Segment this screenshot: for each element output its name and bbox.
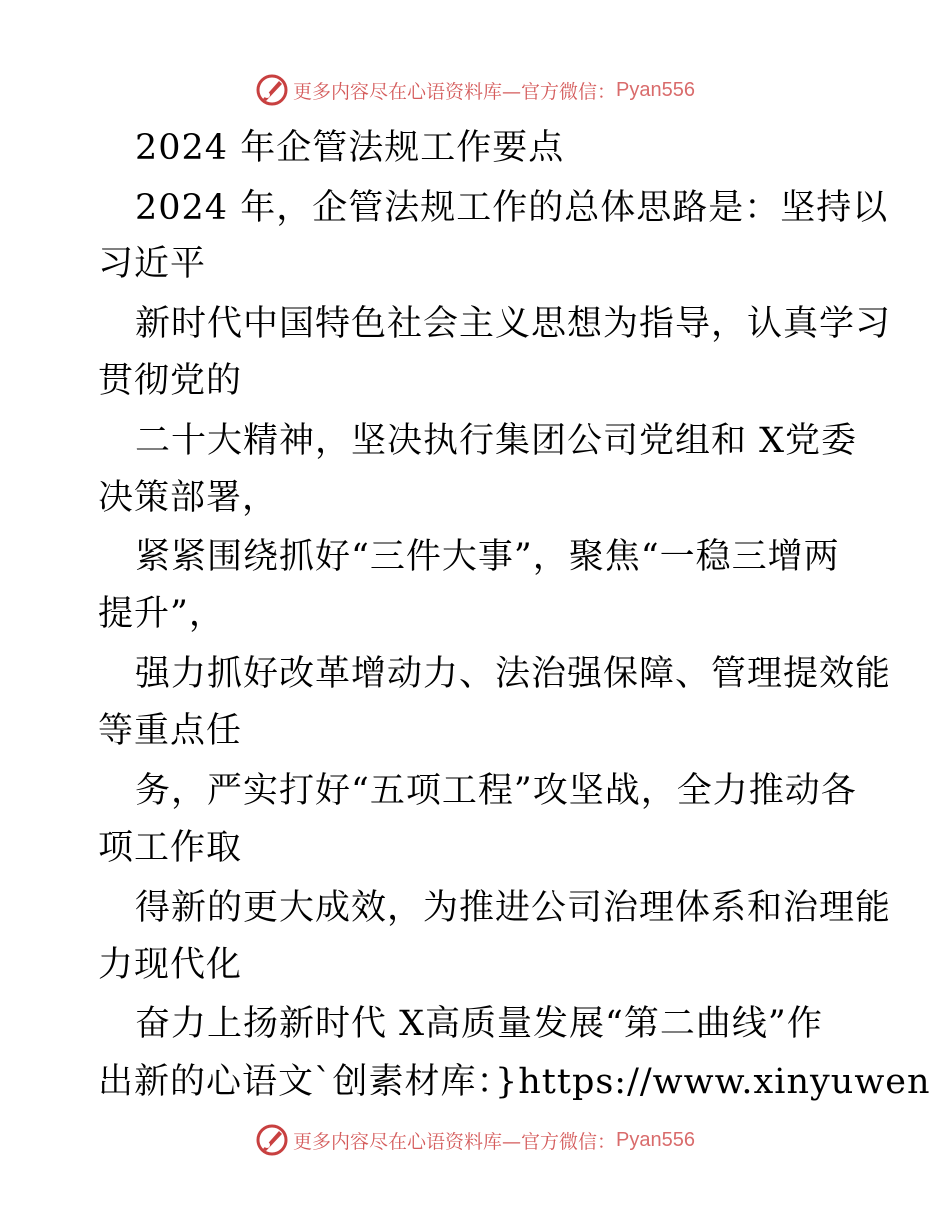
paragraph-line: 习近平	[98, 244, 207, 284]
banner-text: 更多内容尽在心语资料库—官方微信：	[293, 1130, 617, 1153]
document-title: 2024 年企管法规工作要点	[135, 128, 565, 168]
paragraph-line: 奋力上扬新时代 X高质量发展“第二曲线”作	[135, 1004, 823, 1044]
paragraph-line: 力现代化	[98, 945, 243, 985]
paragraph-line: 紧紧围绕抓好“三件大事”，聚焦“一稳三增两	[135, 537, 840, 577]
paragraph-line: 项工作取	[98, 828, 243, 868]
paragraph-line: 出新的心语文`创素材库：}https://www.xinyuwen	[98, 1062, 931, 1102]
banner-wechat-id: Pyan556	[616, 78, 695, 101]
banner-wechat-id: Pyan556	[616, 1128, 695, 1151]
paragraph-line: 务，严实打好“五项工程”攻坚战，全力推动各	[135, 771, 857, 811]
quill-seal-icon	[255, 1123, 289, 1157]
paragraph-line: 强力抓好改革增动力、法治强保障、管理提效能	[135, 654, 892, 694]
paragraph-line: 二十大精神，坚决执行集团公司党组和 X党委	[135, 421, 858, 461]
paragraph-line: 新时代中国特色社会主义思想为指导，认真学习	[135, 304, 892, 344]
paragraph-line: 2024 年，企管法规工作的总体思路是：坚持以	[135, 188, 889, 228]
paragraph-line: 决策部署，	[98, 478, 279, 518]
paragraph-line: 得新的更大成效，为推进公司治理体系和治理能	[135, 888, 892, 928]
paragraph-line: 提升”，	[98, 594, 225, 634]
paragraph-line: 等重点任	[98, 711, 243, 751]
banner-text: 更多内容尽在心语资料库—官方微信：	[293, 80, 617, 103]
footer-banner	[0, 1120, 950, 1160]
paragraph-line: 贯彻党的	[98, 361, 243, 401]
